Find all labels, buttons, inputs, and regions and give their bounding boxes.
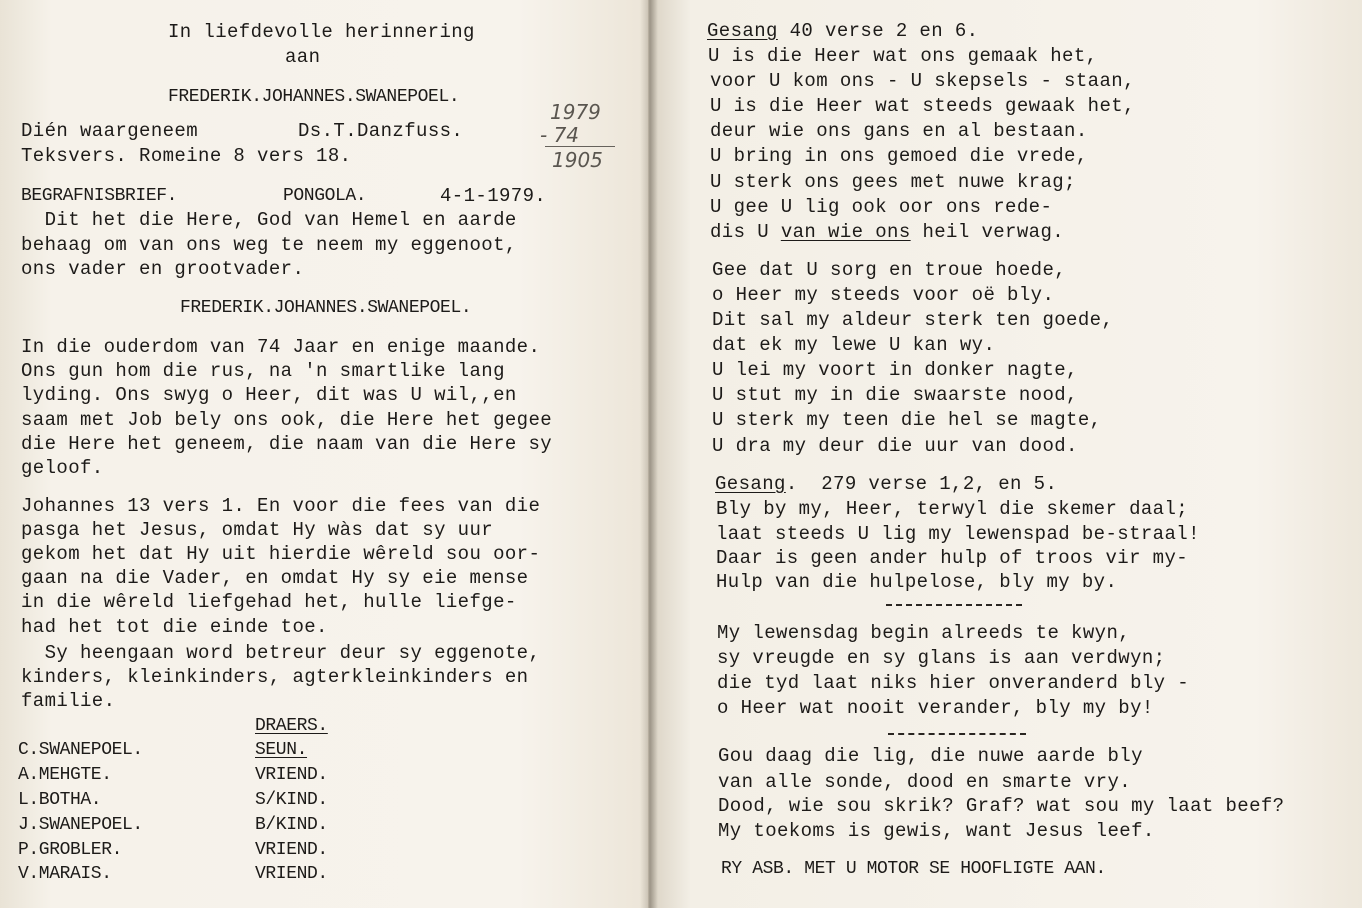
bearer-name: V.MARAIS. — [18, 864, 112, 884]
hymn-2-line: laat steeds U lig my lewenspad be-straal! — [716, 523, 1200, 545]
mourners-line: kinders, kleinkinders, agterkleinkinders en — [21, 666, 529, 688]
paragraph-line: lyding. Ons swyg o Heer, dit was U wil,,en — [21, 384, 517, 406]
hymn-1-line: U gee U lig ook oor ons rede- — [710, 196, 1053, 218]
hymn-2-reference: . 279 verse 1,2, en 5. — [785, 473, 1058, 495]
hymn-1-last-line-start: dis U — [710, 221, 781, 243]
hymn-1-line: dat ek my lewe U kan wy. — [712, 334, 996, 356]
bearer-name: P.GROBLER. — [18, 840, 123, 860]
officiant-label: Dién waargeneem — [21, 120, 199, 142]
pencil-note-birth-year: 1905 — [552, 148, 603, 172]
intro-line: ons vader en grootvader. — [21, 258, 305, 280]
hymn-1-label: Gesang — [707, 20, 778, 42]
hymn-2-line: die tyd laat niks hier onveranderd bly - — [717, 672, 1190, 694]
bearer-relation: S/KIND. — [255, 790, 328, 810]
hymn-1-last-line-end: heil verwag. — [910, 221, 1065, 243]
hymn-2-line: sy vreugde en sy glans is aan verdwyn; — [717, 647, 1166, 669]
scripture-reference: Teksvers. Romeine 8 vers 18. — [21, 145, 352, 167]
bearers-heading: DRAERS. — [255, 716, 328, 736]
hymn-2-line: o Heer wat nooit verander, bly my by! — [717, 697, 1154, 719]
intro-line: Dit het die Here, God van Hemel en aarde — [21, 209, 517, 231]
officiant-name: Ds.T.Danzfuss. — [298, 120, 464, 142]
hymn-1-line: voor U kom ons - U skepsels - staan, — [710, 70, 1135, 92]
bearer-name: J.SWANEPOEL. — [18, 815, 143, 835]
hymn-1-line: Gee dat U sorg en troue hoede, — [712, 259, 1067, 281]
paragraph-line: Ons gun hom die rus, na 'n smartlike lang — [21, 360, 505, 382]
paragraph-line: die Here het geneem, die naam van die Here sy — [21, 433, 553, 455]
hymn-1-heading — [707, 19, 978, 43]
paragraph-line: saam met Job bely ons ook, die Here het gegee — [21, 409, 553, 431]
hymn-1-last-line — [710, 220, 1064, 244]
heading-line-2: aan — [285, 46, 321, 68]
left-page — [0, 0, 648, 908]
pencil-note-age: - 74 — [540, 123, 580, 147]
letter-place: PONGOLA. — [283, 186, 367, 206]
page-fold-crease — [640, 0, 658, 908]
hymn-1-line: U stut my in die swaarste nood, — [712, 384, 1078, 406]
pencil-note-year: 1979 — [550, 100, 601, 124]
hymn-2-line: Daar is geen ander hulp of troos vir my- — [716, 547, 1189, 569]
bearer-relation: B/KIND. — [255, 815, 328, 835]
hymn-2-line: Bly by my, Heer, terwyl die skemer daal; — [716, 498, 1189, 520]
hymn-1-line: U is die Heer wat steeds gewaak het, — [710, 95, 1135, 117]
hymn-2-line: van alle sonde, dood en smarte vry. — [718, 771, 1132, 793]
deceased-name-repeat: FREDERIK.JOHANNES.SWANEPOEL. — [180, 298, 472, 318]
hymn-2-label: Gesang — [715, 473, 786, 495]
bearer-relation: VRIEND. — [255, 864, 328, 884]
scripture-line: gaan na die Vader, en omdat Hy sy eie mense — [21, 567, 529, 589]
hymn-1-line: U bring in ons gemoed die vrede, — [710, 145, 1088, 167]
stanza-divider — [888, 733, 1026, 735]
hymn-1-line: U is die Heer wat ons gemaak het, — [708, 45, 1098, 67]
hymn-2-heading — [715, 472, 1057, 496]
hymn-2-line: My toekoms is gewis, want Jesus leef. — [718, 820, 1155, 842]
bearer-relation: VRIEND. — [255, 765, 328, 785]
hymn-2-line: Hulp van die hulpelose, bly my by. — [716, 571, 1118, 593]
hymn-1-line: deur wie ons gans en al bestaan. — [710, 120, 1088, 142]
letter-date: 4-1-1979. — [440, 185, 547, 207]
paragraph-line: geloof. — [21, 457, 104, 479]
heading-line-1: In liefdevolle herinnering — [168, 21, 475, 43]
pencil-sum-rule — [545, 146, 615, 147]
hymn-1-line: o Heer my steeds voor oë bly. — [712, 284, 1055, 306]
scripture-line: gekom het dat Hy uit hierdie wêreld sou oor- — [21, 543, 541, 565]
hymn-1-line: U sterk ons gees met nuwe krag; — [710, 171, 1076, 193]
hymn-2-line: My lewensdag begin alreeds te kwyn, — [717, 622, 1131, 644]
hymn-1-line: Dit sal my aldeur sterk ten goede, — [712, 309, 1114, 331]
stanza-divider — [886, 604, 1022, 606]
closing-notice: RY ASB. MET U MOTOR SE HOOFLIGTE AAN. — [721, 859, 1106, 879]
bearer-name: L.BOTHA. — [18, 790, 102, 810]
paragraph-line: In die ouderdom van 74 Jaar en enige maande. — [21, 336, 541, 358]
intro-line: behaag om van ons weg te neem my eggenoot, — [21, 234, 517, 256]
hymn-2-line: Gou daag die lig, die nuwe aarde bly — [718, 745, 1143, 767]
deceased-name: FREDERIK.JOHANNES.SWANEPOEL. — [168, 87, 460, 107]
scripture-line: Johannes 13 vers 1. En voor die fees van die — [21, 495, 541, 517]
hymn-1-line: U dra my deur die uur van dood. — [712, 435, 1078, 457]
hymn-1-reference: 40 verse 2 en 6. — [777, 20, 979, 42]
mourners-line: familie. — [21, 690, 116, 712]
scripture-line: in die wêreld liefgehad het, hulle liefge- — [21, 591, 517, 613]
hymn-1-line: U lei my voort in donker nagte, — [712, 359, 1078, 381]
bearer-relation: SEUN. — [255, 740, 308, 760]
scripture-line: had het tot die einde toe. — [21, 616, 328, 638]
hymn-1-underlined-phrase: van wie ons — [780, 221, 911, 243]
hymn-2-line: Dood, wie sou skrik? Graf? wat sou my laat beef? — [718, 795, 1285, 817]
bearer-name: A.MEHGTE. — [18, 765, 112, 785]
mourners-line: Sy heengaan word betreur deur sy eggenote, — [21, 642, 541, 664]
right-page — [648, 0, 1362, 908]
scripture-line: pasga het Jesus, omdat Hy wàs dat sy uur — [21, 519, 494, 541]
letter-title: BEGRAFNISBRIEF. — [21, 186, 178, 206]
bearer-name: C.SWANEPOEL. — [18, 740, 143, 760]
hymn-1-line: U sterk my teen die hel se magte, — [712, 409, 1102, 431]
bearer-relation: VRIEND. — [255, 840, 328, 860]
